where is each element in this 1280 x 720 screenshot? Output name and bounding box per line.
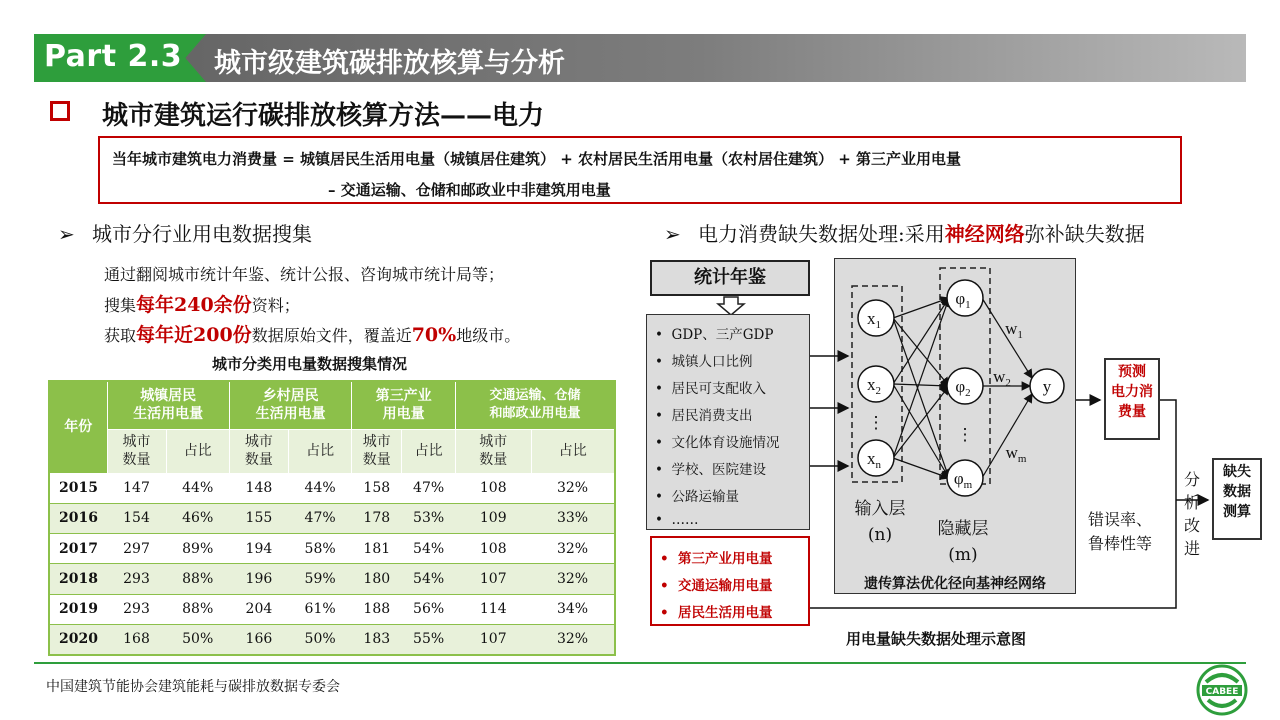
value-cell: 114 bbox=[455, 594, 531, 624]
list-item: • 居民可支配收入 bbox=[655, 381, 767, 397]
value-cell: 54% bbox=[402, 534, 456, 564]
ellipsis-label: ⋮ bbox=[956, 425, 974, 444]
group-header: 第三产业 用电量 bbox=[352, 381, 456, 429]
value-cell: 183 bbox=[352, 624, 402, 654]
list-item: • 第三产业用电量 bbox=[660, 551, 773, 567]
value-cell: 196 bbox=[229, 564, 288, 594]
value-cell: 293 bbox=[107, 594, 166, 624]
page-title: 城市级建筑碳排放核算与分析 bbox=[214, 48, 565, 79]
value-cell: 32% bbox=[531, 473, 615, 503]
paragraph-line-1: 通过翻阅城市统计年鉴、统计公报、咨询城市统计局等； bbox=[104, 265, 505, 284]
value-cell: 148 bbox=[229, 473, 288, 503]
output-node-label: y bbox=[1042, 377, 1052, 396]
sub-header: 城市 数量 bbox=[352, 429, 402, 473]
year-header: 年份 bbox=[49, 381, 107, 473]
sub-header: 城市 数量 bbox=[229, 429, 288, 473]
list-item-text: 居民消费支出 bbox=[671, 408, 753, 424]
footer-divider bbox=[34, 662, 1246, 664]
input-node-label: $x_1$ bbox=[867, 309, 881, 331]
value-cell: 32% bbox=[531, 534, 615, 564]
list-item: • 居民生活用电量 bbox=[660, 605, 773, 621]
weight-label: $w_2$ bbox=[993, 367, 1011, 389]
value-cell: 107 bbox=[455, 624, 531, 654]
emphasis-text: 70% bbox=[411, 324, 457, 346]
sub-header: 城市 数量 bbox=[107, 429, 166, 473]
svg-text:CABEE: CABEE bbox=[1205, 687, 1239, 697]
formula-line-1: 当年城市建筑电力消费量 = 城镇居民生活用电量（城镇居住建筑） + 农村居民生活用电量（农村居住建筑） + 第三产业用电量 bbox=[112, 150, 962, 168]
error-label: 错误率、 鲁棒性等 bbox=[1088, 510, 1153, 553]
value-cell: 147 bbox=[107, 473, 166, 503]
value-cell: 188 bbox=[352, 594, 402, 624]
sub-header: 占比 bbox=[288, 429, 351, 473]
network-caption: 遗传算法优化径向基神经网络 bbox=[864, 576, 1046, 592]
hidden-node-label: $\varphi_1$ bbox=[955, 289, 971, 311]
list-item: • 文化体育设施情况 bbox=[655, 435, 780, 451]
list-item-text: 第三产业用电量 bbox=[678, 551, 773, 567]
hidden-layer-label: 隐藏层 bbox=[937, 519, 989, 539]
value-cell: 168 bbox=[107, 624, 166, 654]
value-cell: 50% bbox=[166, 624, 229, 654]
value-cell: 108 bbox=[455, 473, 531, 503]
input-layer-size: (n) bbox=[867, 525, 893, 545]
arrow-bullet-icon: ➢ bbox=[664, 222, 681, 246]
list-item-text: 学校、医院建设 bbox=[671, 462, 767, 478]
missing-data-box: 缺失 数据 测算 bbox=[1212, 458, 1262, 540]
value-cell: 166 bbox=[229, 624, 288, 654]
year-cell: 2015 bbox=[49, 473, 107, 503]
weight-label: $w_1$ bbox=[1005, 319, 1023, 341]
list-item-text: 居民生活用电量 bbox=[678, 605, 773, 621]
diagram-caption: 用电量缺失数据处理示意图 bbox=[846, 630, 1027, 648]
year-cell: 2018 bbox=[49, 564, 107, 594]
left-section-text: 城市分行业用电数据搜集 bbox=[92, 222, 312, 246]
value-cell: 158 bbox=[352, 473, 402, 503]
text-fragment: 弥补缺失数据 bbox=[1024, 222, 1145, 246]
value-cell: 109 bbox=[455, 503, 531, 533]
value-cell: 180 bbox=[352, 564, 402, 594]
value-cell: 53% bbox=[402, 503, 456, 533]
hidden-node-label: $\varphi_m$ bbox=[953, 469, 973, 491]
value-cell: 204 bbox=[229, 594, 288, 624]
value-cell: 154 bbox=[107, 503, 166, 533]
group-header: 乡村居民 生活用电量 bbox=[229, 381, 351, 429]
input-layer-label: 输入层 bbox=[854, 499, 906, 519]
year-cell: 2016 bbox=[49, 503, 107, 533]
footer-organization: 中国建筑节能协会建筑能耗与碳排放数据专委会 bbox=[46, 679, 340, 695]
ellipsis-label: ⋮ bbox=[867, 413, 885, 432]
table-title: 城市分类用电量数据搜集情况 bbox=[212, 355, 408, 373]
text-fragment: 地级市。 bbox=[456, 326, 521, 345]
list-item-text: 文化体育设施情况 bbox=[671, 435, 780, 451]
list-item-text: GDP、三产GDP bbox=[671, 327, 774, 343]
year-cell: 2019 bbox=[49, 594, 107, 624]
heading-text: 城市建筑运行碳排放核算方法——电力 bbox=[102, 101, 545, 131]
list-item: • GDP、三产GDP bbox=[655, 327, 774, 343]
value-cell: 89% bbox=[166, 534, 229, 564]
weight-label: $w_m$ bbox=[1005, 443, 1027, 465]
list-item: • 居民消费支出 bbox=[655, 408, 753, 424]
yearbook-box: 统计年鉴 bbox=[650, 260, 810, 296]
list-item: • 学校、医院建设 bbox=[655, 462, 767, 478]
value-cell: 107 bbox=[455, 564, 531, 594]
value-cell: 33% bbox=[531, 503, 615, 533]
value-cell: 297 bbox=[107, 534, 166, 564]
value-cell: 181 bbox=[352, 534, 402, 564]
analysis-label: 分 析 改 进 bbox=[1183, 470, 1200, 558]
value-cell: 88% bbox=[166, 594, 229, 624]
list-item-text: 交通运输用电量 bbox=[678, 578, 773, 594]
emphasis-text: 每年240余份 bbox=[136, 294, 252, 316]
value-cell: 61% bbox=[288, 594, 351, 624]
input-node-label: $x_n$ bbox=[867, 449, 881, 471]
sub-header: 占比 bbox=[402, 429, 456, 473]
value-cell: 54% bbox=[402, 564, 456, 594]
value-cell: 178 bbox=[352, 503, 402, 533]
arrow-bullet-icon: ➢ bbox=[58, 222, 75, 246]
value-cell: 47% bbox=[288, 503, 351, 533]
text-fragment: 资料； bbox=[251, 296, 300, 315]
sub-header: 占比 bbox=[166, 429, 229, 473]
list-item-text: …… bbox=[671, 512, 699, 528]
sub-header: 城市 数量 bbox=[455, 429, 531, 473]
value-cell: 44% bbox=[288, 473, 351, 503]
emphasis-text: 每年近200份 bbox=[136, 324, 252, 346]
cabee-logo bbox=[1196, 664, 1248, 716]
list-item-text: 城镇人口比例 bbox=[671, 354, 753, 370]
list-item: • 城镇人口比例 bbox=[655, 354, 753, 370]
list-item: • …… bbox=[655, 512, 699, 528]
value-cell: 55% bbox=[402, 624, 456, 654]
value-cell: 108 bbox=[455, 534, 531, 564]
value-cell: 46% bbox=[166, 503, 229, 533]
year-cell: 2020 bbox=[49, 624, 107, 654]
value-cell: 50% bbox=[288, 624, 351, 654]
value-cell: 34% bbox=[531, 594, 615, 624]
list-item-text: 居民可支配收入 bbox=[671, 381, 767, 397]
text-fragment: 获取 bbox=[104, 326, 137, 345]
year-cell: 2017 bbox=[49, 534, 107, 564]
group-header: 城镇居民 生活用电量 bbox=[107, 381, 229, 429]
prediction-box: 预测 电力消 费量 bbox=[1104, 358, 1160, 440]
value-cell: 155 bbox=[229, 503, 288, 533]
value-cell: 194 bbox=[229, 534, 288, 564]
text-fragment: 数据原始文件，覆盖近 bbox=[251, 326, 412, 345]
input-node-label: $x_2$ bbox=[867, 375, 881, 397]
group-header: 交通运输、仓储 和邮政业用电量 bbox=[455, 381, 615, 429]
value-cell: 32% bbox=[531, 624, 615, 654]
list-item-text: 公路运输量 bbox=[671, 489, 740, 505]
value-cell: 293 bbox=[107, 564, 166, 594]
value-cell: 59% bbox=[288, 564, 351, 594]
list-item: • 交通运输用电量 bbox=[660, 578, 773, 594]
text-fragment: 搜集 bbox=[104, 296, 137, 315]
value-cell: 58% bbox=[288, 534, 351, 564]
hidden-layer-size: (m) bbox=[948, 545, 978, 565]
value-cell: 44% bbox=[166, 473, 229, 503]
value-cell: 56% bbox=[402, 594, 456, 624]
text-fragment: 电力消费缺失数据处理:采用 bbox=[698, 222, 945, 246]
value-cell: 47% bbox=[402, 473, 456, 503]
sub-header: 占比 bbox=[531, 429, 615, 473]
emphasis-text: 神经网络 bbox=[944, 222, 1025, 246]
list-item: • 公路运输量 bbox=[655, 489, 740, 505]
formula-line-2: – 交通运输、仓储和邮政业中非建筑用电量 bbox=[328, 181, 611, 199]
value-cell: 32% bbox=[531, 564, 615, 594]
part-label: Part 2.3 bbox=[44, 39, 183, 74]
hidden-node-label: $\varphi_2$ bbox=[955, 377, 971, 399]
value-cell: 88% bbox=[166, 564, 229, 594]
